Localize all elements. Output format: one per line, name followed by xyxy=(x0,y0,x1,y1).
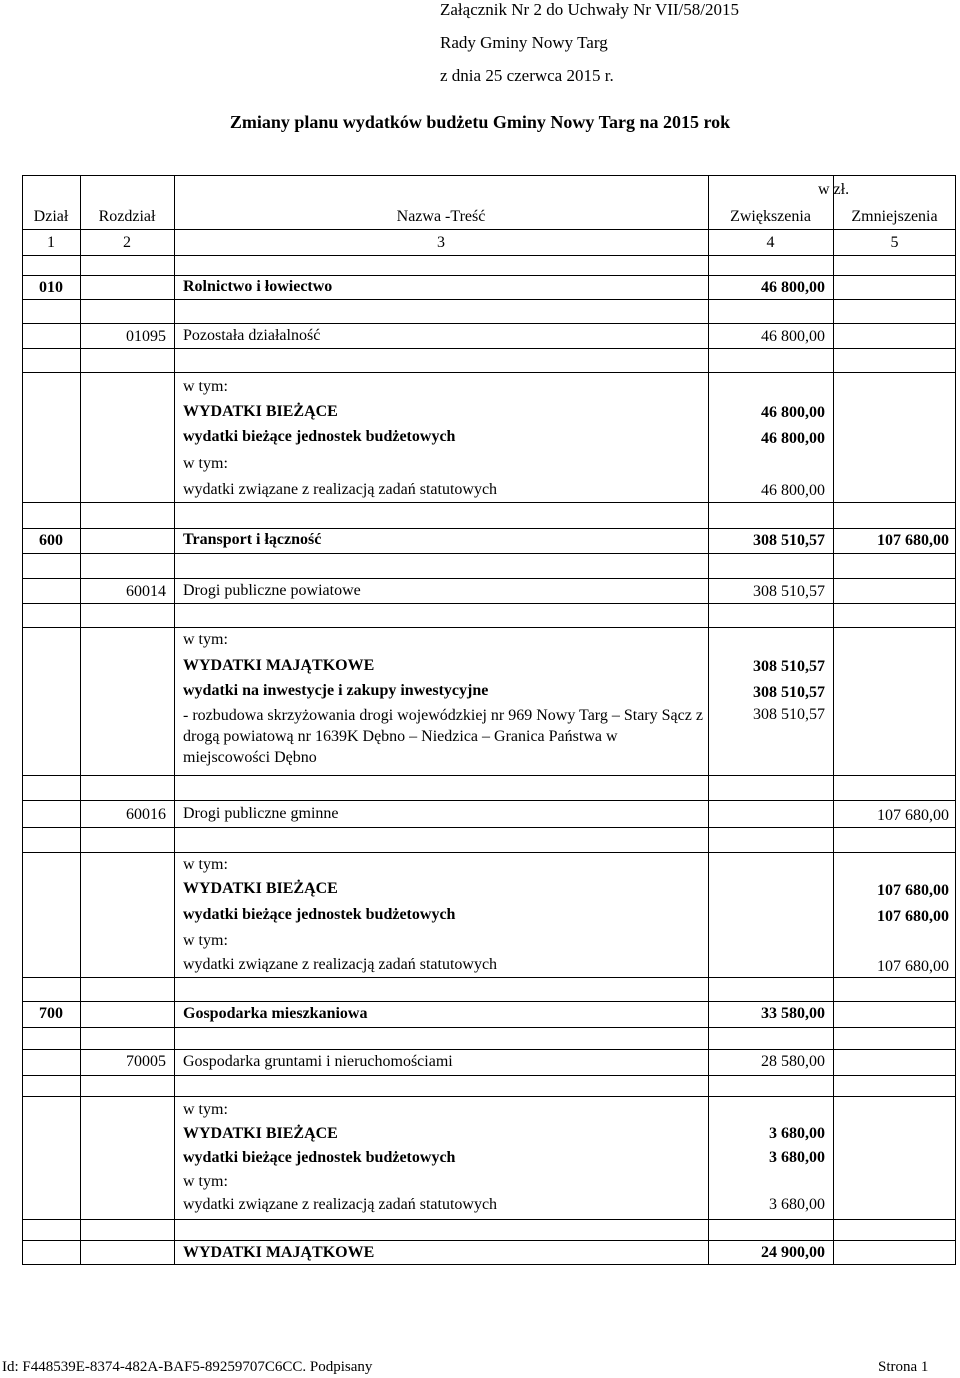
row-divider xyxy=(22,1075,956,1076)
row-divider xyxy=(22,348,956,349)
rozdzial-name: Pozostała działalność xyxy=(183,327,321,344)
expense-detail: wydatki związane z realizacją zadań statutowych xyxy=(183,1196,498,1213)
row-divider xyxy=(22,627,956,628)
row-divider xyxy=(22,502,956,503)
row-divider xyxy=(22,1096,956,1097)
expense-category: WYDATKI MAJĄTKOWE xyxy=(183,1244,375,1261)
column-divider xyxy=(833,175,834,1265)
expense-subcategory: wydatki na inwestycje i zakupy inwestycyjne xyxy=(183,682,489,699)
increase-value: 3 680,00 xyxy=(769,1125,825,1142)
row-divider xyxy=(22,800,956,801)
header-zwiekszenia: Zwiększenia xyxy=(730,208,811,225)
row-divider xyxy=(22,528,956,529)
row-divider xyxy=(22,372,956,373)
rozdzial-code: 70005 xyxy=(126,1053,166,1070)
decrease-value: 107 680,00 xyxy=(877,908,949,925)
expense-subcategory: wydatki bieżące jednostek budżetowych xyxy=(183,428,456,445)
header-nazwa: Nazwa -Treść xyxy=(396,208,486,225)
attachment-line: Załącznik Nr 2 do Uchwały Nr VII/58/2015 xyxy=(440,0,739,19)
row-divider xyxy=(22,1001,956,1002)
row-divider xyxy=(22,578,956,579)
increase-value: 3 680,00 xyxy=(769,1149,825,1166)
column-divider xyxy=(174,175,175,1265)
dzial-name: Transport i łączność xyxy=(183,531,322,548)
expense-category: WYDATKI BIEŻĄCE xyxy=(183,1125,338,1142)
row-divider xyxy=(22,323,956,324)
increase-value: 24 900,00 xyxy=(761,1244,825,1261)
dzial-code: 600 xyxy=(39,532,63,549)
rozdzial-code: 01095 xyxy=(126,328,166,345)
header-zmniejszenia: Zmniejszenia xyxy=(851,208,938,225)
header-dzial: Dział xyxy=(33,208,69,225)
council-line: Rady Gminy Nowy Targ xyxy=(440,33,608,52)
in-which-label: w tym: xyxy=(183,378,228,395)
decrease-value: 107 680,00 xyxy=(877,958,949,975)
dzial-code: 700 xyxy=(39,1005,63,1022)
rozdzial-code: 60014 xyxy=(126,583,166,600)
increase-value: 46 800,00 xyxy=(761,279,825,296)
increase-value: 46 800,00 xyxy=(761,482,825,499)
column-number: 2 xyxy=(123,234,131,251)
rozdzial-code: 60016 xyxy=(126,806,166,823)
investment-task-description: - rozbudowa skrzyżowania drogi wojewódzkiej nr 969 Nowy Targ – Stary Sącz z drogą powiatową nr 1639K Dębno – Niedzica – Granica Państwa w miejscowości Dębno xyxy=(183,707,703,766)
dzial-name: Rolnictwo i łowiectwo xyxy=(183,278,333,295)
dzial-name: Gospodarka mieszkaniowa xyxy=(183,1005,368,1022)
row-divider xyxy=(22,977,956,978)
increase-value: 28 580,00 xyxy=(761,1053,825,1070)
unit-label: w zł. xyxy=(818,181,850,198)
row-divider xyxy=(22,827,956,828)
in-which-label: w tym: xyxy=(183,1173,228,1190)
row-divider xyxy=(22,1240,956,1241)
date-line: z dnia 25 czerwca 2015 r. xyxy=(440,66,614,85)
rozdzial-name: Drogi publiczne powiatowe xyxy=(183,582,361,599)
row-divider xyxy=(22,1049,956,1050)
rozdzial-name: Drogi publiczne gminne xyxy=(183,805,339,822)
column-number: 1 xyxy=(47,234,55,251)
header-rozdzial: Rozdział xyxy=(98,208,156,225)
row-divider xyxy=(22,275,956,276)
expense-category: WYDATKI MAJĄTKOWE xyxy=(183,657,375,674)
increase-value: 33 580,00 xyxy=(761,1005,825,1022)
in-which-label: w tym: xyxy=(183,1101,228,1118)
in-which-label: w tym: xyxy=(183,856,228,873)
rozdzial-name: Gospodarka gruntami i nieruchomościami xyxy=(183,1053,453,1070)
increase-value: 46 800,00 xyxy=(761,328,825,345)
page-number: Strona 1 xyxy=(878,1359,929,1375)
expense-subcategory: wydatki bieżące jednostek budżetowych xyxy=(183,1149,456,1166)
expense-category: WYDATKI BIEŻĄCE xyxy=(183,403,338,420)
in-which-label: w tym: xyxy=(183,932,228,949)
expense-subcategory: wydatki bieżące jednostek budżetowych xyxy=(183,906,456,923)
in-which-label: w tym: xyxy=(183,455,228,472)
document-title: Zmiany planu wydatków budżetu Gminy Nowy Targ na 2015 rok xyxy=(229,112,731,132)
dzial-code: 010 xyxy=(39,279,63,296)
increase-value: 46 800,00 xyxy=(761,404,825,421)
increase-value: 308 510,57 xyxy=(753,658,825,675)
expense-detail: wydatki związane z realizacją zadań statutowych xyxy=(183,956,498,973)
decrease-value: 107 680,00 xyxy=(877,807,949,824)
document-id: Id: F448539E-8374-482A-BAF5-89259707C6CC. Podpisany xyxy=(2,1359,373,1375)
row-divider xyxy=(22,1219,956,1220)
increase-value: 308 510,57 xyxy=(753,583,825,600)
expense-detail: wydatki związane z realizacją zadań statutowych xyxy=(183,481,498,498)
column-number: 5 xyxy=(890,234,899,251)
row-divider xyxy=(22,229,956,230)
increase-value: 3 680,00 xyxy=(769,1196,825,1213)
row-divider xyxy=(22,603,956,604)
increase-value: 308 510,57 xyxy=(753,532,825,549)
row-divider xyxy=(22,852,956,853)
row-divider xyxy=(22,553,956,554)
column-number: 4 xyxy=(766,234,775,251)
in-which-label: w tym: xyxy=(183,631,228,648)
row-divider xyxy=(22,775,956,776)
row-divider xyxy=(22,299,956,300)
decrease-value: 107 680,00 xyxy=(877,532,949,549)
increase-value: 308 510,57 xyxy=(753,684,825,701)
row-divider xyxy=(22,1027,956,1028)
increase-value: 46 800,00 xyxy=(761,430,825,447)
expense-category: WYDATKI BIEŻĄCE xyxy=(183,880,338,897)
decrease-value: 107 680,00 xyxy=(877,882,949,899)
row-divider xyxy=(22,255,956,256)
column-number: 3 xyxy=(437,234,445,251)
increase-value: 308 510,57 xyxy=(753,706,825,723)
